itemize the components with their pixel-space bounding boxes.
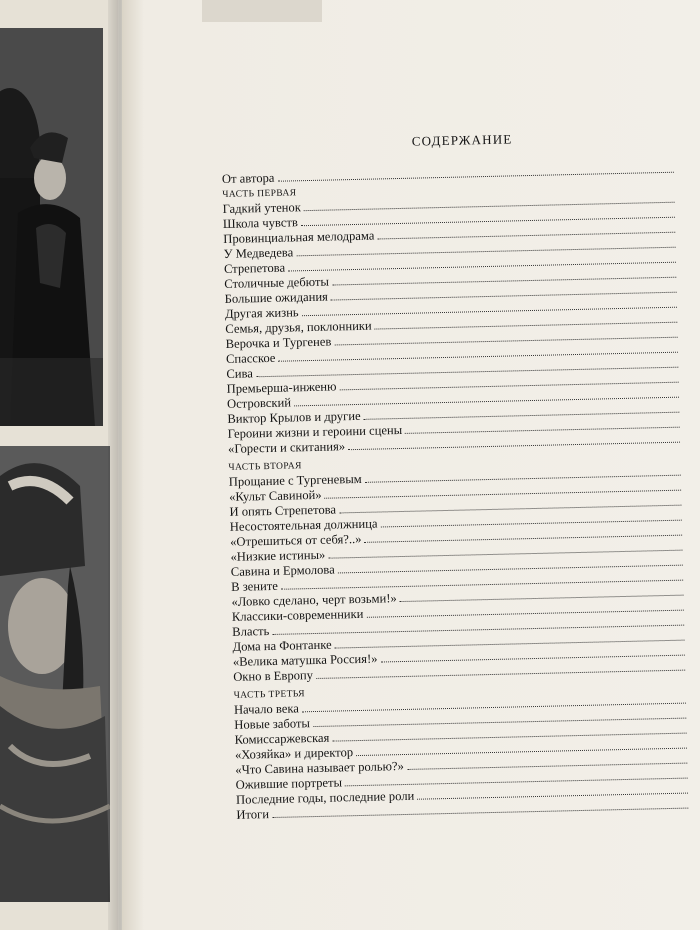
toc-entry-label: Сива (226, 366, 254, 381)
toc-parts (222, 178, 688, 823)
toc-entry-label: Начало века (233, 701, 300, 717)
toc-entry-label: Гадкий утенок (222, 200, 302, 216)
toc-entry-label: Островский (226, 395, 292, 411)
part-heading: ЧАСТЬ ВТОРАЯ (228, 461, 302, 473)
portrait-photo-top (0, 28, 103, 426)
toc-title: СОДЕРЖАНИЕ (411, 131, 513, 149)
toc-entry-label: Итоги (236, 807, 270, 822)
toc-entry-label: Несостоятельная должница (229, 516, 378, 534)
toc-entry-label: «Хозяйка» и директор (234, 745, 354, 762)
toc-entry-label: Власть (232, 624, 270, 639)
toc-entry-label: В зените (231, 578, 279, 594)
toc-entry-label: «Ловко сделано, черт возьми!» (231, 591, 397, 609)
toc-entry-label: Савина и Ермолова (230, 562, 335, 579)
toc-entry-label: Другая жизнь (224, 305, 299, 321)
toc-entry-label: «Культ Савиной» (228, 487, 322, 504)
toc-entry-label: «Отрешиться от себя?..» (230, 531, 362, 549)
toc-entry-label: У Медведева (223, 245, 294, 261)
part-heading: ЧАСТЬ ТРЕТЬЯ (233, 689, 306, 701)
toc-entry-label: Семья, друзья, поклонники (225, 318, 372, 336)
table-of-contents (221, 128, 688, 823)
portrait-photo-bottom (0, 446, 110, 902)
toc-entry-label: «Велика матушка Россия!» (232, 651, 378, 669)
toc-entry-label: Большие ожидания (224, 289, 329, 306)
page-top-edge (202, 0, 322, 22)
toc-entry-label: Прощание с Тургеневым (228, 471, 362, 489)
toc-entry-label: Комиссаржевская (234, 730, 330, 747)
toc-entry-label: От автора (221, 170, 275, 186)
toc-entry-label: Верочка и Тургенев (225, 334, 332, 351)
part-heading: ЧАСТЬ ПЕРВАЯ (222, 188, 297, 200)
toc-entry-label: Героини жизни и героини сцены (227, 422, 403, 441)
left-page (0, 0, 118, 930)
toc-entry-label: Последние годы, последние роли (235, 788, 415, 807)
toc-entry-label: Стрепетова (223, 260, 286, 276)
toc-entry-label: Премьерша-инженю (226, 379, 337, 396)
toc-entry-label: Дома на Фонтанке (232, 637, 332, 654)
toc-entry-label: Окно в Европу (233, 668, 314, 684)
toc-entry-label: Провинциальная мелодрама (223, 228, 375, 246)
toc-entry-label: Спасское (225, 350, 276, 366)
toc-entry-label: Виктор Крылов и другие (227, 408, 361, 426)
toc-entry-label: Классики-современники (231, 606, 364, 624)
toc-entry-label: «Низкие истины» (230, 547, 326, 564)
toc-entry-label: Ожившие портреты (235, 775, 343, 792)
toc-entry-label: «Горести и скитания» (227, 439, 346, 456)
toc-entry-label: Столичные дебюты (224, 274, 330, 291)
toc-entry-label: Школа чувств (222, 215, 298, 231)
toc-entry-label: Новые заботы (234, 716, 311, 732)
toc-entry-label: И опять Стрепетова (229, 502, 337, 519)
toc-entry-label: «Что Савина называет ролью?» (235, 759, 405, 777)
